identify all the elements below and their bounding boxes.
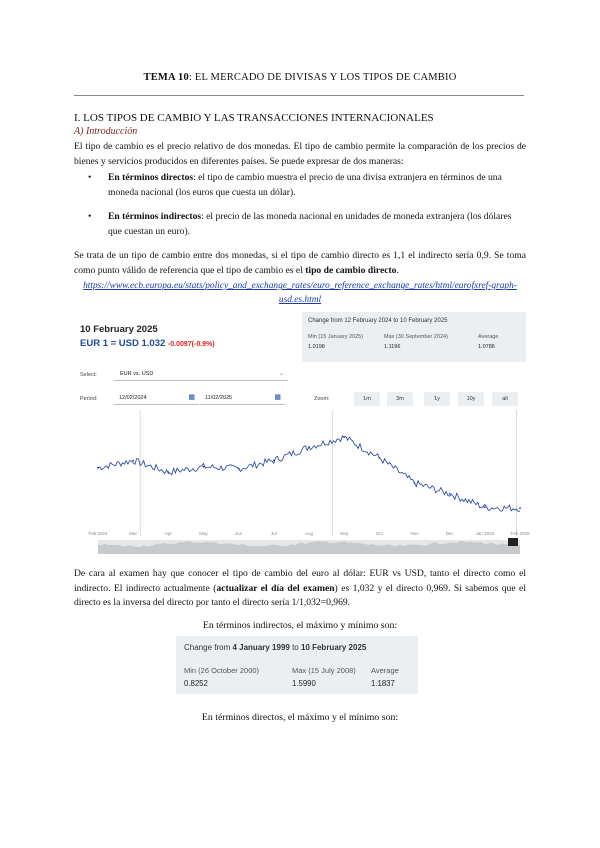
data-point: [97, 467, 99, 469]
data-point: [484, 506, 486, 508]
ecb-link[interactable]: https://www.ecb.europa.eu/stats/policy_and_exchange_rates/euro_reference_exchange_rates/html/eurofxref-graph-usd.es.html: [83, 281, 517, 305]
x-tick-label: Sep: [340, 531, 349, 536]
chart-rate: EUR 1 = USD 1.032 -0.0097(-0.9%): [80, 338, 215, 349]
change-header: Change from 12 February 2024 to 10 February 2025: [308, 318, 448, 324]
avg-label: Average: [478, 334, 499, 340]
to-date-input[interactable]: 11/02/2025 ▦: [200, 392, 285, 405]
page-title: [0, 72, 600, 83]
zoom-10y-button[interactable]: 10y: [458, 392, 484, 406]
zoom-3m-button[interactable]: 3m: [387, 392, 413, 406]
title-text: : EL MERCADO DE DIVISAS Y LOS TIPOS DE CAMBIO: [188, 72, 457, 83]
avg-value: 1.0786: [478, 344, 495, 350]
x-tick-label: Jun: [235, 531, 243, 536]
period-label: Period:: [80, 396, 98, 402]
x-tick-label: Apr: [164, 531, 172, 536]
all-time-min-label: Min (26 October 2000): [184, 666, 260, 675]
x-tick-label: May: [199, 531, 208, 536]
x-tick-label: Dec: [445, 531, 454, 536]
bullet-text: En términos indirectos: el precio de las moneda nacional en unidades de moneda extranjera (los dólares que cuestan un euro).: [108, 211, 512, 237]
bullet-text: En términos directos: el tipo de cambio muestra el precio de una divisa extranjera en términos de una moneda nacional (los euros que cuesta un dólar).: [108, 172, 502, 198]
direct-heading: En términos directos, el máximo y el mínimo son:: [201, 712, 399, 723]
section-heading: I. LOS TIPOS DE CAMBIO Y LAS TRANSACCIONES INTERNACIONALES: [74, 112, 434, 124]
navigator-handle[interactable]: [508, 538, 518, 546]
zoom-label: Zoom:: [314, 396, 330, 402]
x-tick-label: Jan 2025: [475, 531, 495, 536]
intro-paragraph: El tipo de cambio es el precio relativo de dos monedas. El tipo de cambio permite la comparación de los precios de bienes y servicios producidos en diferentes países. Se puede expresar de dos maneras:: [74, 141, 526, 167]
bullet-direct: [88, 171, 526, 200]
max-value: 1.1196: [384, 344, 401, 350]
data-point: [132, 460, 134, 462]
x-tick-label: Feb 2025: [510, 531, 530, 536]
zoom-1y-button[interactable]: 1y: [424, 392, 450, 406]
data-point: [449, 493, 451, 495]
exam-paragraph: De cara al examen hay que conocer el tipo de cambio del euro al dólar: EUR vs USD, tanto el directo como el indirecto. El indirecto actualmente (actualizar el día del examen) es 1,032 y el directo 0,969. Si sabemos que el directo es la inversa del directo por tanto el directo sería 1/1,032=0,969.: [74, 568, 526, 608]
all-time-max-value: 1.5990: [292, 679, 316, 688]
all-time-avg-value: 1.1837: [371, 679, 395, 688]
data-point: [167, 471, 169, 473]
x-tick-label: Nov: [410, 531, 419, 536]
change-summary-box: [302, 312, 526, 362]
chevron-down-icon: ⌄: [278, 371, 284, 377]
all-time-min-value: 0.8252: [184, 679, 208, 688]
reference-paragraph: Se trata de un tipo de cambio entre dos monedas, si el tipo de cambio directo es 1,1 el indirecto sería 0,9. Se toma como punto válido de referencia que el tipo de cambio es el tipo de cambio directo.: [74, 250, 526, 276]
bullet-dot: •: [88, 172, 92, 183]
data-point: [378, 457, 380, 459]
indirect-heading: En términos indirectos, el máximo y mínimo son:: [202, 620, 398, 631]
x-tick-label: Aug: [304, 531, 314, 536]
all-time-max-label: Max (15 July 2008): [292, 666, 356, 675]
all-time-avg-label: Average: [371, 666, 399, 675]
data-point: [414, 482, 416, 484]
title-topic: TEMA 10: [143, 72, 189, 83]
data-point: [519, 507, 521, 509]
x-tick-label: Feb 2024: [88, 531, 108, 536]
bullet-indirect: [88, 210, 526, 239]
data-point: [273, 460, 275, 462]
from-date-input[interactable]: 12/02/2024 ▦: [114, 392, 199, 405]
x-tick-label: Mar: [129, 531, 138, 536]
data-point: [308, 446, 310, 448]
ecb-chart-screenshot: [74, 310, 530, 562]
data-point: [343, 436, 345, 438]
calendar-icon[interactable]: ▦: [274, 394, 281, 401]
x-tick-label: Oct: [375, 531, 383, 536]
rate-change: -0.0097(-0.9%): [167, 341, 215, 348]
zoom-1m-button[interactable]: 1m: [354, 392, 380, 406]
calendar-icon[interactable]: ▦: [188, 394, 195, 401]
zoom-all-button[interactable]: all: [492, 392, 518, 406]
subsection-heading: A) Introducción: [74, 126, 138, 137]
all-time-summary-box: [176, 636, 418, 694]
data-point: [203, 466, 205, 468]
max-label: Max (30 September 2024): [384, 334, 448, 340]
all-time-header: Change from 4 January 1999 to 10 February 2025: [184, 643, 367, 652]
bullet-dot: •: [88, 211, 92, 222]
x-tick-label: Jul: [270, 531, 277, 536]
currency-select[interactable]: EUR vs. USD ⌄: [114, 368, 288, 381]
title-divider: [74, 95, 524, 96]
min-value: 1.0198: [308, 344, 325, 350]
data-point: [238, 468, 240, 470]
chart-date: 10 February 2025: [80, 324, 158, 335]
min-label: Min (15 January 2025): [308, 334, 364, 340]
select-label: Select:: [80, 372, 97, 378]
fx-line-chart[interactable]: [74, 410, 530, 562]
